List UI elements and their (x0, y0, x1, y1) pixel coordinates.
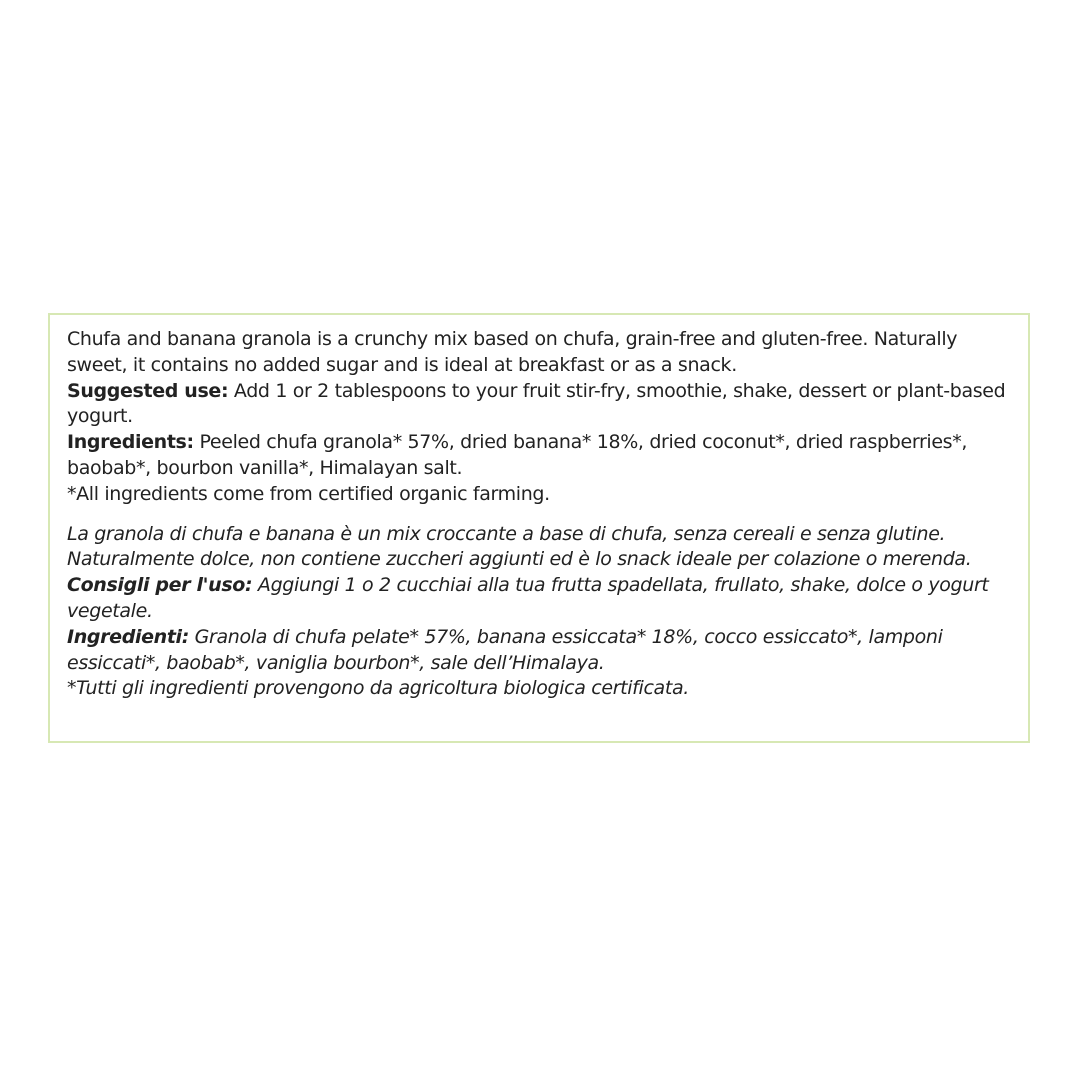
italian-ingredients-label: Ingredienti: (67, 625, 189, 648)
italian-ingredients (67, 625, 1010, 677)
english-ingredients-label: Ingredients: (67, 431, 194, 454)
english-description: Chufa and banana granola is a crunchy mix based on chufa, grain-free and gluten-free. Naturally sweet, it contains no added sugar and is ideal at breakfast or as a snack. (67, 328, 958, 376)
english-section (67, 327, 1010, 508)
italian-suggested-use-text: Aggiungi 1 o 2 cucchiai alla tua frutta spadellata, frullato, shake, dolce o yogurt vegetale. (67, 574, 989, 622)
english-suggested-use-label: Suggested use: (67, 379, 229, 402)
english-ingredients (67, 430, 1010, 482)
italian-suggested-use-label: Consigli per l'uso: (67, 574, 253, 597)
english-suggested-use-text: Add 1 or 2 tablespoons to your fruit stir-fry, smoothie, shake, dessert or plant-based yogurt. (67, 379, 1006, 428)
english-organic-note: *All ingredients come from certified organic farming. (67, 482, 550, 505)
italian-section (67, 522, 1010, 703)
english-ingredients-text: Peeled chufa granola* 57%, dried banana* 18%, dried coconut*, dried raspberries*, baobab*, bourbon vanilla*, Himalayan salt. (67, 431, 968, 479)
italian-ingredients-text: Granola di chufa pelate* 57%, banana essiccata* 18%, cocco essiccato*, lamponi essiccati*, baobab*, vaniglia bourbon*, sale dell’Himalaya. (67, 625, 943, 674)
italian-suggested-use (67, 573, 1010, 625)
english-suggested-use (67, 379, 1010, 431)
product-label-box (48, 313, 1030, 743)
italian-organic-note: *Tutti gli ingredienti provengono da agricoltura biologica certificata. (67, 677, 689, 700)
italian-description: La granola di chufa e banana è un mix croccante a base di chufa, senza cereali e senza glutine. Naturalmente dolce, non contiene zuccheri aggiunti ed è lo snack ideale per colazione o merenda. (67, 522, 972, 571)
